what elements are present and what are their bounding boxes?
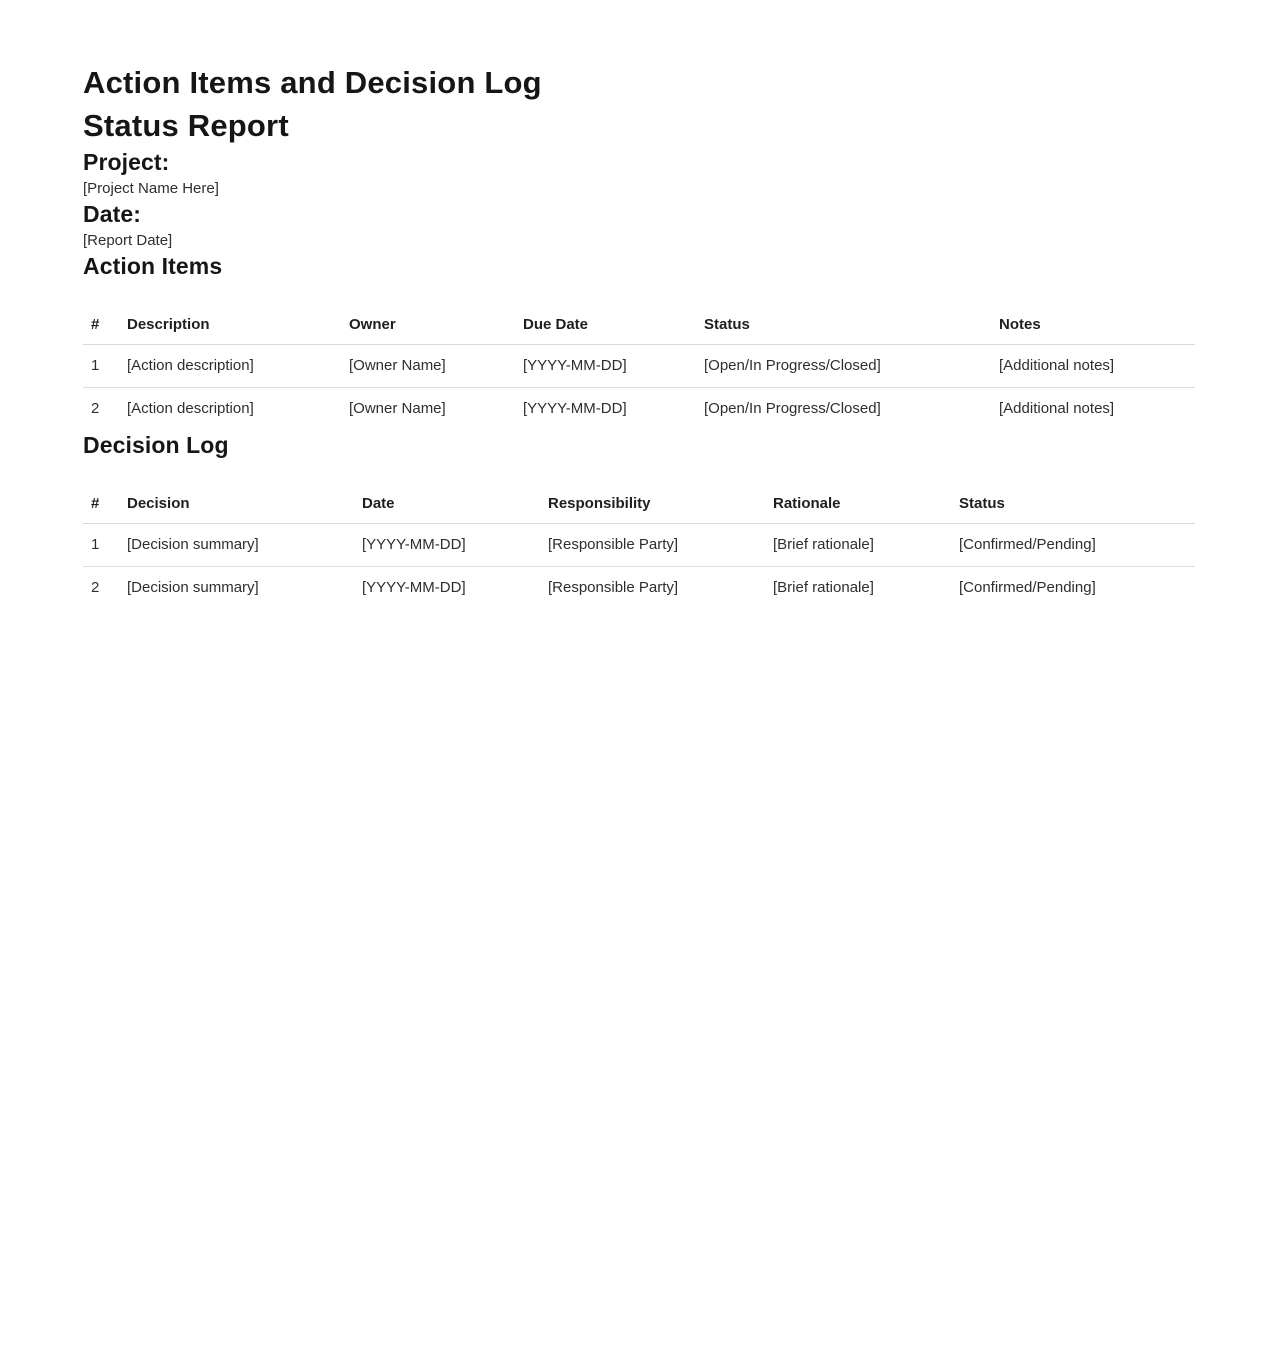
- action-col-due-date: Due Date: [515, 311, 696, 345]
- decision-row-summary: [Decision summary]: [127, 536, 259, 553]
- decision-row-rationale: [Brief rationale]: [773, 536, 874, 553]
- decision-row-status: [Confirmed/Pending]: [959, 536, 1096, 553]
- action-row-notes: [Additional notes]: [991, 388, 1195, 431]
- project-name-placeholder: [Project Name Here]: [83, 180, 219, 197]
- action-col-notes: Notes: [991, 311, 1195, 345]
- action-row-notes: [Additional notes]: [999, 357, 1115, 374]
- decision-col-status: Status: [951, 490, 1195, 524]
- action-col-status: Status: [696, 311, 991, 345]
- decision-row-summary: [Decision summary]: [119, 567, 354, 610]
- decision-row-number: 2: [83, 567, 119, 610]
- decision-row-responsibility: [Responsible Party]: [540, 567, 765, 610]
- decision-log-header-row: [83, 490, 1195, 524]
- action-row-owner: [Owner Name]: [341, 388, 515, 431]
- decision-log-heading: Decision Log: [83, 432, 229, 458]
- decision-col-rationale: Rationale: [765, 490, 951, 524]
- decision-row-responsibility: [Responsible Party]: [548, 536, 679, 553]
- decision-col-number: #: [83, 490, 119, 524]
- document-body: [83, 61, 1195, 609]
- table-row: [83, 524, 1195, 567]
- action-row-number: 1: [91, 357, 100, 374]
- action-row-due-date: [YYYY-MM-DD]: [515, 388, 696, 431]
- action-col-description: Description: [119, 311, 341, 345]
- decision-row-status: [Confirmed/Pending]: [951, 567, 1195, 610]
- action-row-description: [Action description]: [119, 388, 341, 431]
- action-row-status: [Open/In Progress/Closed]: [696, 388, 991, 431]
- action-col-owner: Owner: [341, 311, 515, 345]
- table-row: [83, 388, 1195, 431]
- decision-col-date: Date: [354, 490, 540, 524]
- table-row: [83, 345, 1195, 388]
- action-row-status: [Open/In Progress/Closed]: [704, 357, 881, 374]
- decision-row-rationale: [Brief rationale]: [765, 567, 951, 610]
- project-heading: Project:: [83, 149, 170, 175]
- document-title-line-2: Status Report: [83, 108, 289, 143]
- decision-log-table: [83, 490, 1195, 609]
- date-heading: Date:: [83, 201, 142, 227]
- decision-col-responsibility: Responsibility: [540, 490, 765, 524]
- action-items-table: [83, 311, 1195, 430]
- action-row-description: [Action description]: [127, 357, 254, 374]
- document-title: [83, 61, 1195, 147]
- action-row-owner: [Owner Name]: [349, 357, 446, 374]
- table-row: [83, 567, 1195, 610]
- action-items-header-row: [83, 311, 1195, 345]
- decision-row-number: 1: [91, 536, 100, 553]
- action-items-heading: Action Items: [83, 253, 223, 279]
- action-row-number: 2: [83, 388, 119, 431]
- document-title-line-1: Action Items and Decision Log: [83, 65, 542, 100]
- action-row-due-date: [YYYY-MM-DD]: [523, 357, 627, 374]
- decision-col-decision: Decision: [119, 490, 354, 524]
- decision-row-date: [YYYY-MM-DD]: [362, 536, 466, 553]
- decision-row-date: [YYYY-MM-DD]: [354, 567, 540, 610]
- action-col-number: #: [83, 311, 119, 345]
- report-date-placeholder: [Report Date]: [83, 232, 173, 249]
